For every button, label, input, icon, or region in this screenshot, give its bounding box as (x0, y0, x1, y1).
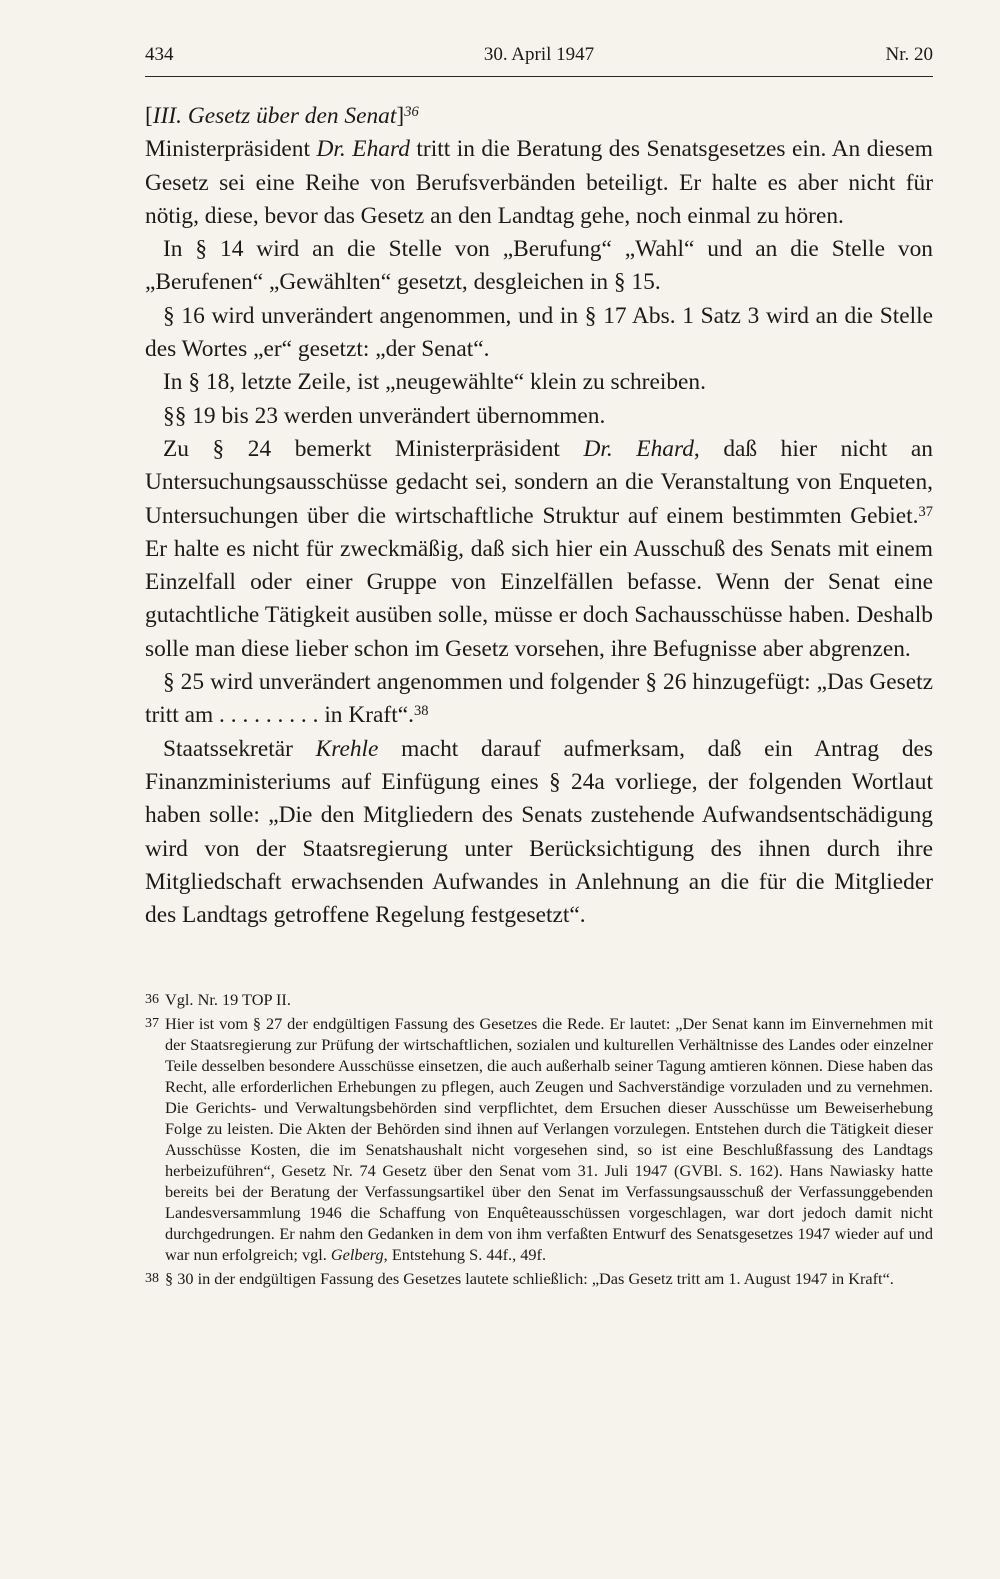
paragraph-1-text-a: Ministerpräsident (145, 136, 317, 163)
paragraph-2: In § 14 wird an die Stelle von „Berufung“ „Wahl“ und an die Stelle von „Berufenen“ „Gewählten“ gesetzt, desgleichen in § 15. (145, 236, 933, 296)
footnote-ref-38: 38 (413, 703, 429, 720)
header-date: 30. April 1947 (483, 44, 595, 65)
paragraph-6-text-b: , daß hier nicht an Untersuchungsausschüsse gedacht sei, sondern an die Veranstaltung von Enqueten, Untersuchungen über die wirtschaftliche Struktur auf einem bestimmten Gebiet. (145, 435, 933, 529)
paragraph-7 (145, 666, 933, 733)
footnotes (145, 989, 933, 1292)
paragraph-8-text-a: Staatssekretär (163, 735, 316, 762)
paragraph-6 (145, 433, 933, 666)
author-name-gelberg: Gelberg (330, 1245, 384, 1264)
paragraph-6-text-a: Zu § 24 bemerkt Ministerpräsident (163, 435, 584, 462)
footnote-36 (145, 989, 933, 1010)
heading-open-bracket: [ (145, 103, 153, 129)
footnote-mark: 37 (145, 1016, 159, 1031)
paragraph-1-text-b: tritt in die Beratung des Senatsgesetzes ein. An diesem Gesetz sei eine Reihe von Berufsverbänden beteiligt. Er halte es aber nicht für nötig, diese, bevor das Gesetz an den Landtag gehe, noch einmal zu hören. (145, 136, 933, 229)
paragraph-8 (145, 733, 933, 933)
footnote-mark: 36 (145, 992, 159, 1007)
paragraph-8-text-b: macht darauf aufmerksam, daß ein Antrag des Finanzministeriums auf Einfügung eines § 24a vorliege, der folgenden Wortlaut haben solle: „Die den Mitgliedern des Senats zustehende Aufwandsentschädigung wird von der Staatsregierung unter Berücksichtigung des ihnen durch ihre Mitgliedschaft erwachsenden Aufwandes in Anlehnung an die für die Mitglieder des Landtags getroffene Regelung festgesetzt“. (145, 735, 933, 929)
footnote-37 (145, 1013, 933, 1265)
paragraph-4: In § 18, letzte Zeile, ist „neugewählte“ klein zu schreiben. (163, 369, 706, 396)
footnote-text (165, 1013, 933, 1265)
heading-title: III. Gesetz über den Senat (152, 103, 397, 129)
paragraph-7-text: § 25 wird unverändert angenommen und folgender § 26 hinzugefügt: „Das Gesetz tritt am . . . . . . . . . in Kraft“. (145, 669, 933, 729)
section-heading (145, 100, 933, 133)
header-rule (145, 76, 933, 77)
footnote-text: § 30 in der endgültigen Fassung des Gesetzes lautete schließlich: „Das Gesetz tritt am 1. August 1947 in Kraft“. (165, 1269, 894, 1288)
page-number: 434 (145, 44, 174, 65)
issue-number: Nr. 20 (885, 44, 933, 65)
footnote-38 (145, 1268, 933, 1289)
footnote-37-text-b: , Entstehung S. 44f., 49f. (383, 1245, 547, 1264)
paragraph-5: §§ 19 bis 23 werden unverändert übernommen. (163, 402, 606, 429)
paragraph-3: § 16 wird unverändert angenommen, und in § 17 Abs. 1 Satz 3 wird an die Stelle des Wortes „er“ gesetzt: „der Senat“. (145, 302, 933, 363)
paragraph-6-text-c: Er halte es nicht für zweckmäßig, daß sich hier ein Ausschuß des Senats mit einem Einzelfall oder einer Gruppe von Einzelfällen befasse. Wenn der Senat eine gutachtliche Tätigkeit ausüben solle, müsse er doch Sachausschüsse haben. Deshalb solle man diese lieber schon im Gesetz vorsehen, ihre Befugnisse aber abgrenzen. (145, 535, 933, 662)
person-name-krehle: Krehle (315, 735, 379, 762)
heading-close-bracket: ] (396, 103, 405, 129)
main-text (145, 100, 933, 932)
person-name-ehard: Dr. Ehard (316, 136, 410, 163)
footnote-37-text-a: Hier ist vom § 27 der endgültigen Fassung des Gesetzes die Rede. Er lautet: „Der Senat kann im Einvernehmen mit der Staatsregierung zur Prüfung der wirtschaftlichen, sozialen und kulturellen Verhältnisse des Landes oder einzelner Teile desselben besondere Ausschüsse einsetzen, die auch außerhalb seiner Tagung amtieren können. Diese haben das Recht, alle erforderlichen Erhebungen zu pflegen, auch Zeugen und Sachverständige vorzuladen und zu vernehmen. Die Gerichts- und Verwaltungsbehörden sind verpflichtet, dem Ersuchen dieser Ausschüsse um Beweiserhebung Folge zu leisten. Die Akten der Behörden sind ihnen auf Verlangen vorzulegen. Entstehen durch die Tätigkeit dieser Ausschüsse Kosten, die im Senatshaushalt nicht vorgesehen sind, so ist eine Beschlußfassung des Landtags herbeizuführen“, Gesetz Nr. 74 Gesetz über den Senat vom 31. Juli 1947 (GVBl. S. 162). Hans Nawiasky hatte bereits bei der Beratung der Verfassungsartikel über den Senat im Verfassungsausschuß der Verfassunggebenden Landesversammlung 1946 die Schaffung von Enquêteausschüssen vorgeschlagen, war dort jedoch damit nicht durchgedrungen. Er nahm den Gedanken in dem von ihm verfaßten Entwurf des Senatsgesetzes 1947 wieder auf und war nun erfolgreich; vgl. (165, 1014, 933, 1264)
footnote-mark: 38 (145, 1271, 159, 1286)
running-head (145, 44, 933, 74)
footnote-ref-36: 36 (404, 103, 419, 120)
footnote-text: Vgl. Nr. 19 TOP II. (165, 990, 291, 1009)
footnote-ref-37: 37 (918, 503, 933, 520)
paragraph-1 (145, 133, 933, 233)
person-name-ehard: Dr. Ehard (583, 435, 694, 462)
